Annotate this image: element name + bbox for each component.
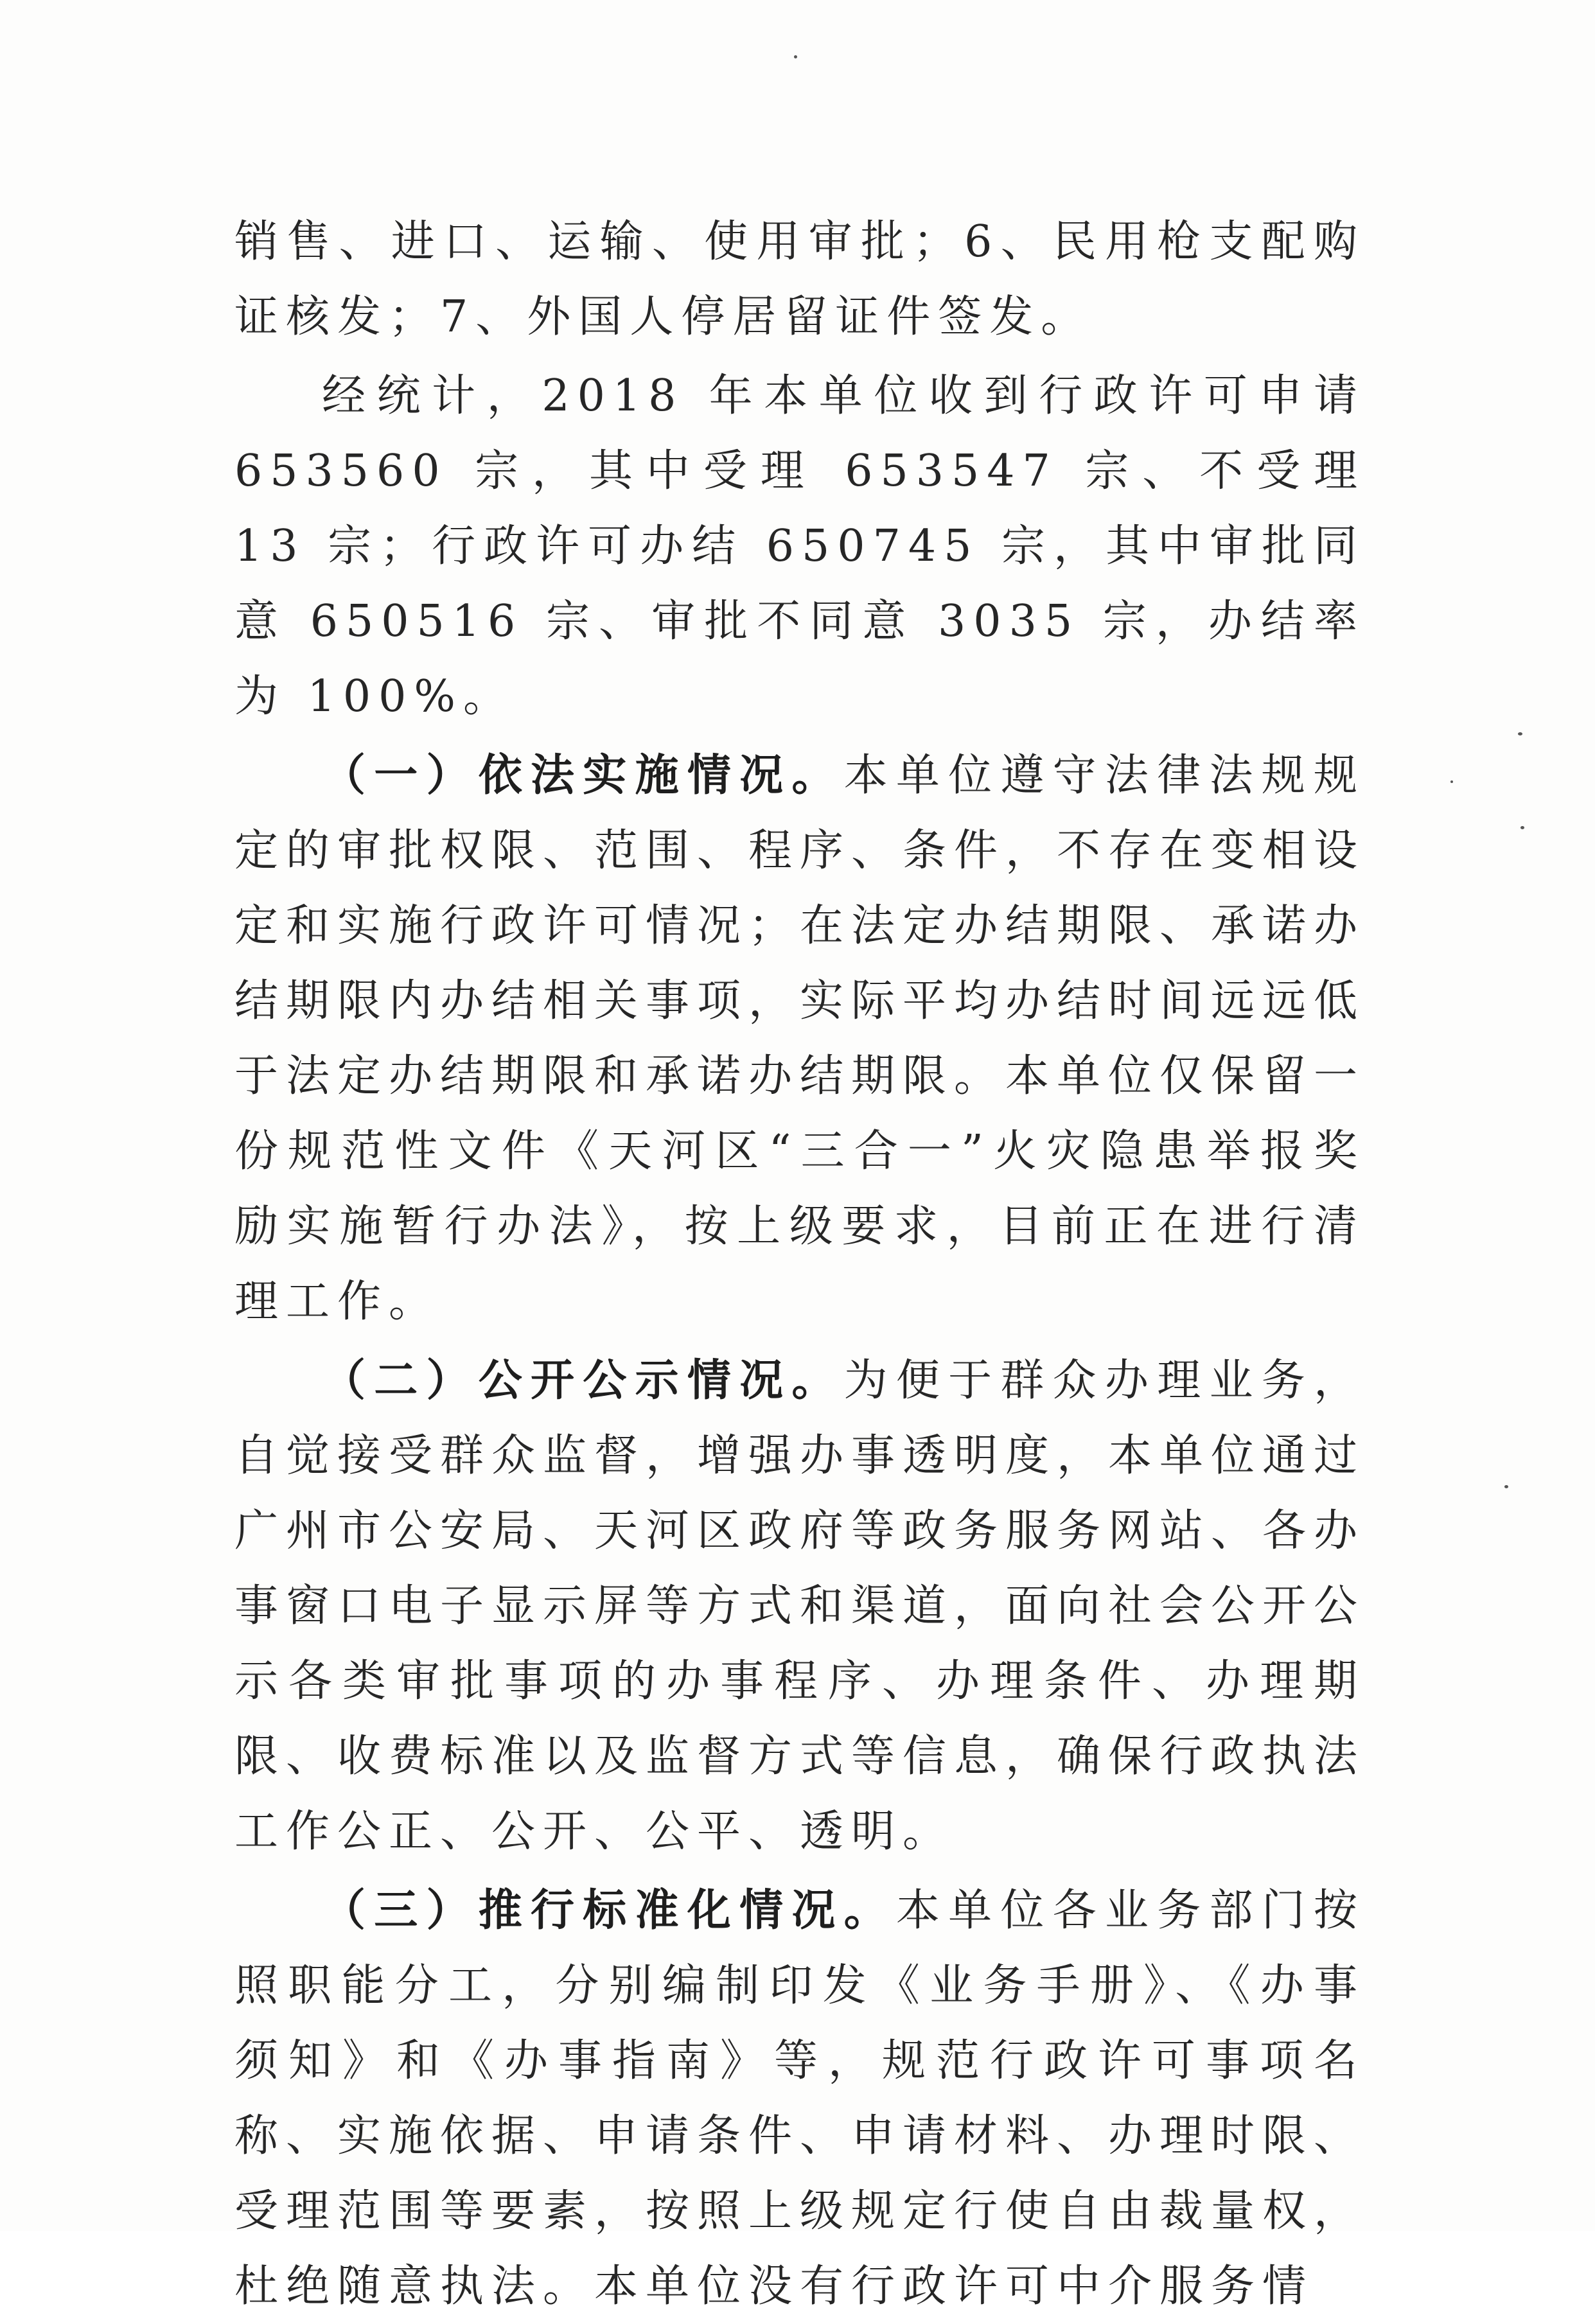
paragraph-text: 经统计，2018 年本单位收到行政许可申请 653560 宗，其中受理 653547 宗、不受理 13 宗；行政许可办结 650745 宗，其中审批同意 650516 宗、审批不同意 3035 宗，办结率为 100%。: [234, 371, 1365, 722]
section-standardization: [234, 1873, 1365, 2324]
section-heading: （三）推行标准化情况。: [322, 1885, 896, 1936]
paragraph-statistics: [234, 358, 1365, 734]
scan-speck: [1520, 826, 1524, 829]
paragraph-text: 本单位遵守法律法规规定的审批权限、范围、程序、条件，不存在变相设定和实施行政许可情况；在法定办结期限、承诺办结期限内办结相关事项，实际平均办结时间远远低于法定办结期限和承诺办结期限。本单位仅保留一份规范性文件《天河区“三合一”火灾隐患举报奖励实施暂行办法》，按上级要求，目前正在进行清理工作。: [234, 750, 1366, 1327]
paragraph-continuation: [234, 204, 1365, 355]
scan-speck: [1518, 732, 1522, 735]
section-lawful-implementation: [234, 738, 1365, 1339]
paragraph-text: 本单位各业务部门按照职能分工，分别编制印发《业务手册》、《办事须知》和《办事指南》等，规范行政许可事项名称、实施依据、申请条件、申请材料、办理时限、受理范围等要素，按照上级规定行使自由裁量权，杜绝随意执法。本单位没有行政许可中介服务情: [234, 1885, 1366, 2312]
paragraph-text: 为便于群众办理业务，自觉接受群众监督，增强办事透明度，本单位通过广州市公安局、天河区政府等政务服务网站、各办事窗口电子显示屏等方式和渠道，面向社会公开公示各类审批事项的办事程序、办理条件、办理期限、收费标准以及监督方式等信息，确保行政执法工作公正、公开、公平、透明。: [234, 1355, 1366, 1857]
section-public-disclosure: [234, 1343, 1365, 1869]
paragraph-text: 销售、进口、运输、使用审批；6、民用枪支配购证核发；7、外国人停居留证件签发。: [234, 216, 1365, 342]
section-heading: （二）公开公示情况。: [322, 1355, 844, 1406]
scan-speck: [794, 55, 797, 58]
document-body: [234, 204, 1365, 2324]
scan-speck: [1504, 1485, 1508, 1488]
scan-speck: [1450, 780, 1453, 783]
section-heading: （一）依法实施情况。: [322, 750, 844, 801]
